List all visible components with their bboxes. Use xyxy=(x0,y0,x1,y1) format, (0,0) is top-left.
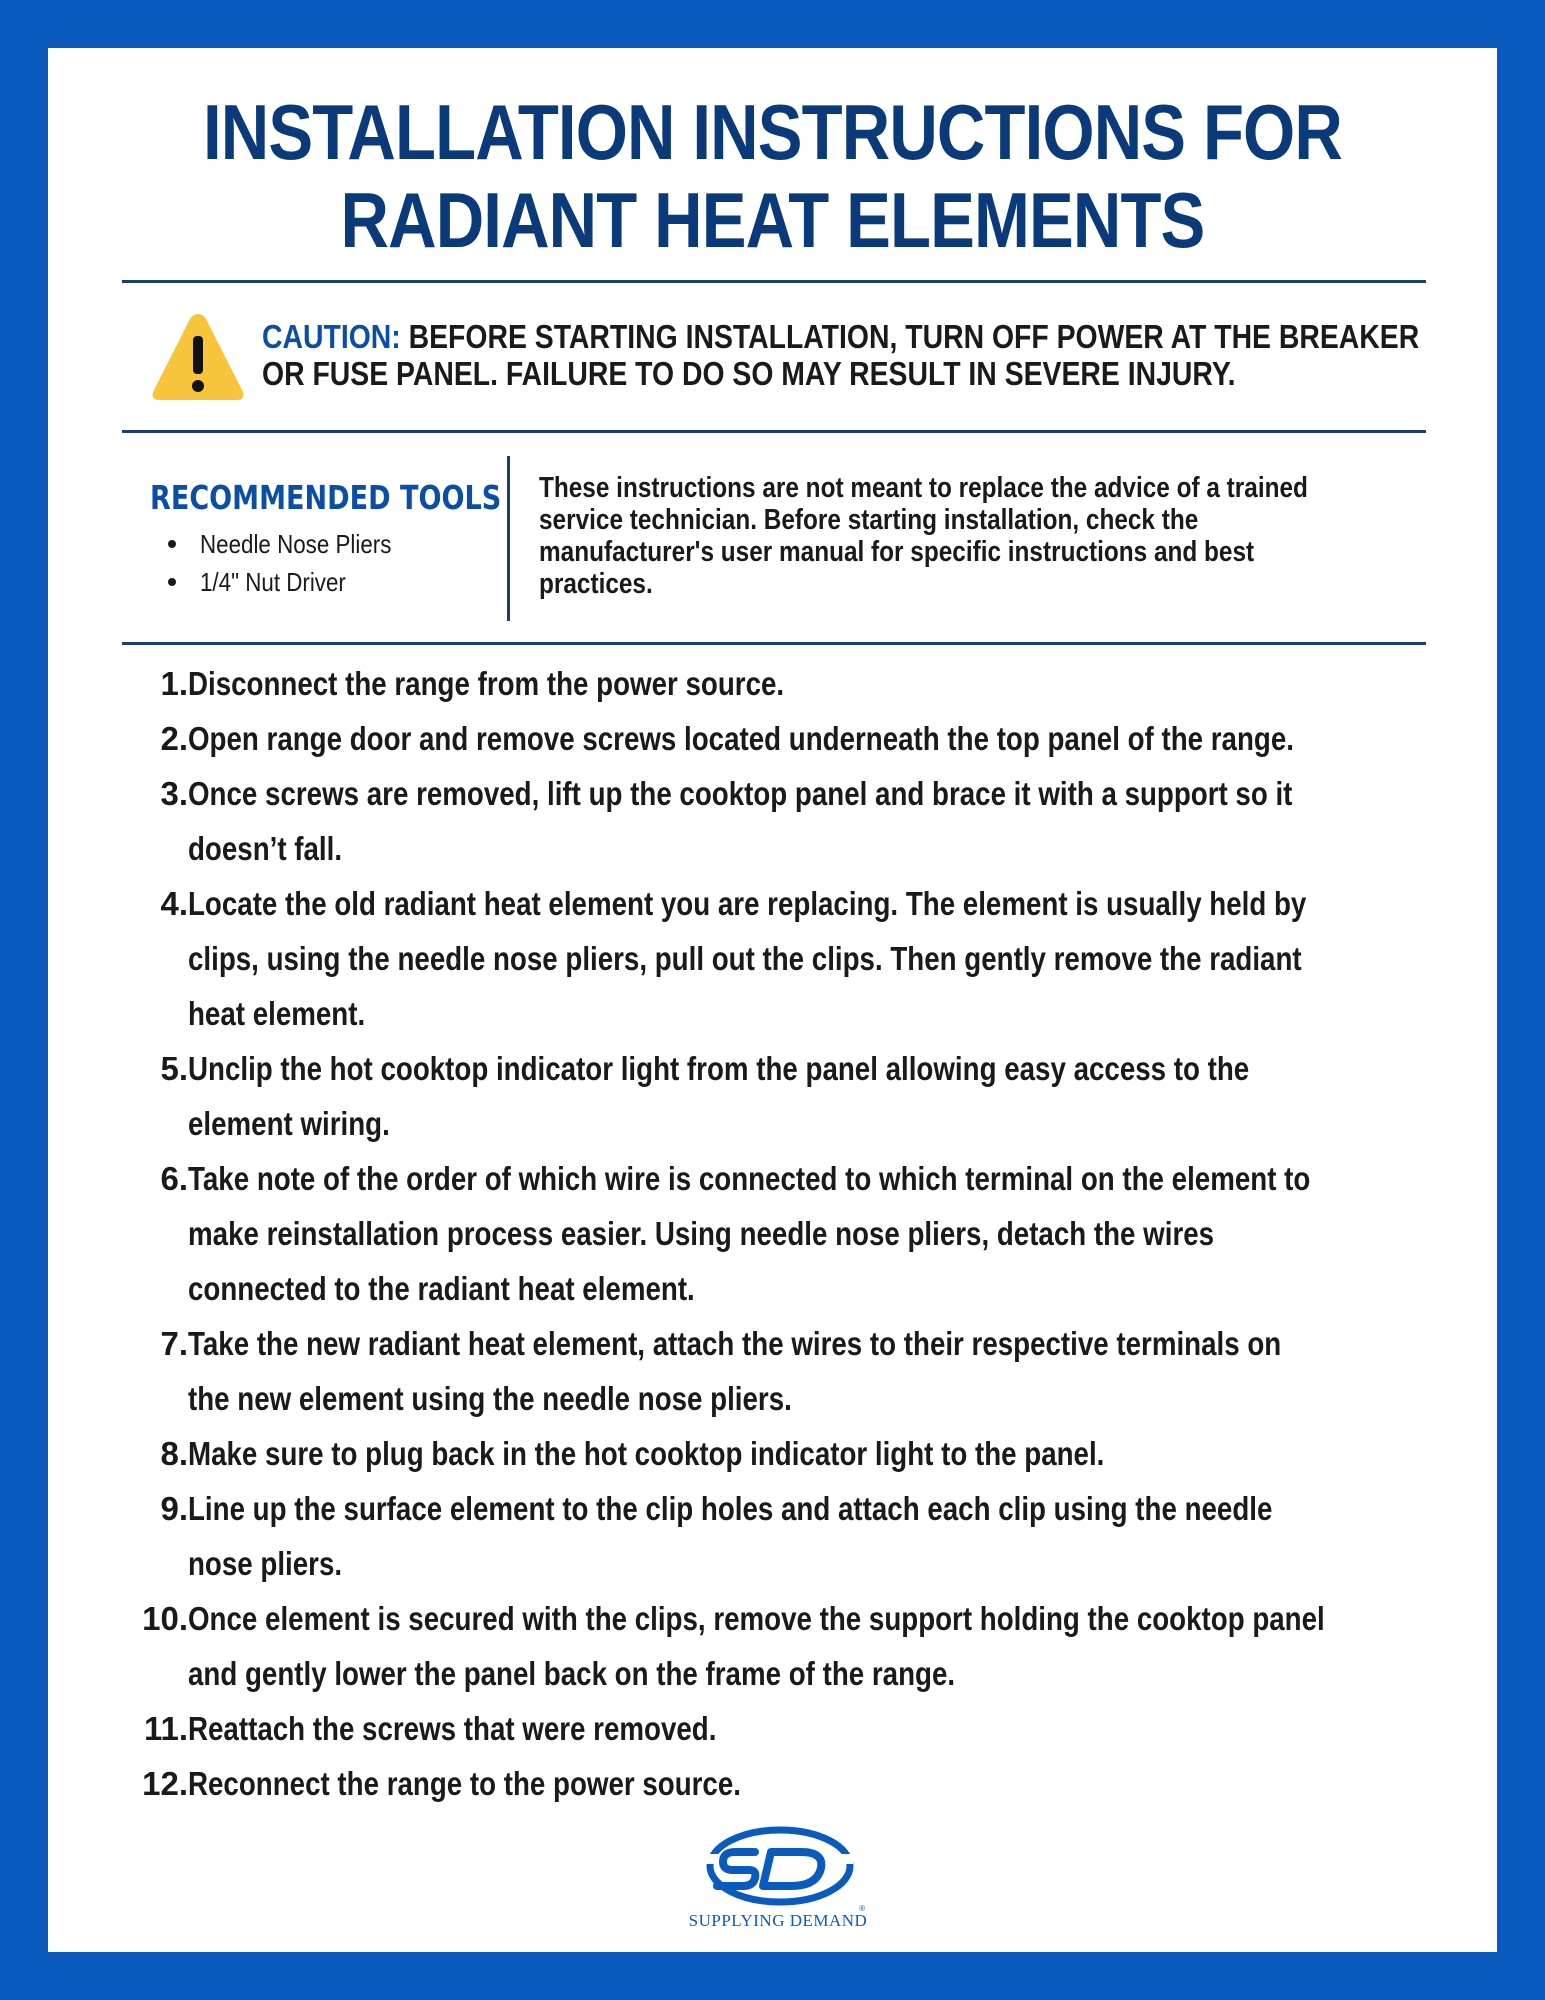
step-number: 10. xyxy=(142,1600,188,1637)
divider-top xyxy=(122,280,1426,283)
disclaimer-text: These instructions are not meant to replace the advice of a trained service technician. Before starting installation, check the manufacturer's user manual for specific instructions and best practices. xyxy=(539,472,1308,600)
step-line: Disconnect the range from the power source. xyxy=(188,665,785,702)
tool-item: Needle Nose Pliers xyxy=(150,525,490,563)
title-line-2: RADIANT HEAT ELEMENTS xyxy=(340,176,1205,264)
step-text xyxy=(188,1041,1440,1151)
step-text xyxy=(188,1756,1440,1811)
bullet-icon xyxy=(168,578,176,586)
step-number: 2. xyxy=(160,720,188,757)
tools-list xyxy=(150,525,490,601)
step-number: 11. xyxy=(143,1710,188,1747)
step-line: Open range door and remove screws located underneath the top panel of the range. xyxy=(188,720,1294,757)
step-number: 7. xyxy=(160,1325,188,1362)
step-number: 6. xyxy=(160,1160,188,1197)
step-number: 5. xyxy=(160,1050,188,1087)
page-title xyxy=(149,88,1395,264)
step-item xyxy=(138,1756,1478,1811)
step-item xyxy=(138,1316,1478,1426)
step-number: 4. xyxy=(160,885,188,922)
step-text xyxy=(188,656,1440,711)
step-line: connected to the radiant heat element. xyxy=(188,1270,695,1307)
step-line: Once screws are removed, lift up the cooktop panel and brace it with a support so it xyxy=(188,775,1293,812)
tools-heading: RECOMMENDED TOOLS xyxy=(150,478,502,517)
step-item xyxy=(138,1481,1478,1591)
step-item xyxy=(138,1701,1478,1756)
divider-steps xyxy=(122,642,1426,645)
step-line: Once element is secured with the clips, remove the support holding the cooktop panel xyxy=(188,1600,1325,1637)
tool-item: 1/4" Nut Driver xyxy=(150,563,490,601)
step-number: 12. xyxy=(142,1765,188,1802)
recommended-tools xyxy=(150,478,502,601)
steps-list xyxy=(138,656,1478,1811)
step-text xyxy=(188,1591,1440,1701)
warning-triangle-icon xyxy=(150,310,246,404)
logo-name: SUPPLYING DEMAND xyxy=(688,1911,868,1930)
caution-text xyxy=(262,318,1420,392)
caution-notice xyxy=(150,310,1440,440)
step-line: Reconnect the range to the power source. xyxy=(188,1765,741,1802)
step-item xyxy=(138,1041,1478,1151)
step-item xyxy=(138,711,1478,766)
step-number: 3. xyxy=(160,775,188,812)
step-line: Unclip the hot cooktop indicator light from the panel allowing easy access to the xyxy=(188,1050,1250,1087)
step-line: Locate the old radiant heat element you are replacing. The element is usually held by xyxy=(188,885,1307,922)
step-line: nose pliers. xyxy=(188,1545,343,1582)
step-text xyxy=(188,876,1440,1041)
supplying-demand-logo xyxy=(683,1818,873,1938)
divider-caution xyxy=(122,430,1426,433)
step-text xyxy=(188,766,1440,876)
caution-line-2: OR FUSE PANEL. FAILURE TO DO SO MAY RESULT IN SEVERE INJURY. xyxy=(262,355,1236,392)
step-text xyxy=(188,1701,1440,1756)
step-item xyxy=(138,1591,1478,1701)
step-line: Make sure to plug back in the hot cooktop indicator light to the panel. xyxy=(188,1435,1105,1472)
title-line-1: INSTALLATION INSTRUCTIONS FOR xyxy=(203,88,1342,176)
step-text xyxy=(188,1316,1440,1426)
step-text xyxy=(188,1426,1440,1481)
step-text xyxy=(188,711,1440,766)
step-line: the new element using the needle nose pliers. xyxy=(188,1380,792,1417)
instruction-sheet xyxy=(48,48,1497,1952)
step-line: Take the new radiant heat element, attach the wires to their respective terminals on xyxy=(188,1325,1282,1362)
step-text xyxy=(188,1481,1440,1591)
step-number: 9. xyxy=(160,1490,188,1527)
tools-divider xyxy=(507,456,510,621)
step-line: doesn’t fall. xyxy=(188,830,343,867)
caution-label: CAUTION: xyxy=(262,318,401,355)
step-line: make reinstallation process easier. Using needle nose pliers, detach the wires xyxy=(188,1215,1215,1252)
step-text xyxy=(188,1151,1440,1316)
caution-line-1: BEFORE STARTING INSTALLATION, TURN OFF POWER AT THE BREAKER xyxy=(408,318,1420,355)
step-item xyxy=(138,766,1478,876)
step-item xyxy=(138,1151,1478,1316)
bullet-icon xyxy=(168,540,176,548)
step-item xyxy=(138,876,1478,1041)
step-line: heat element. xyxy=(188,995,366,1032)
step-item xyxy=(138,1426,1478,1481)
step-line: Line up the surface element to the clip holes and attach each clip using the needle xyxy=(188,1490,1273,1527)
step-number: 1. xyxy=(160,665,188,702)
step-line: clips, using the needle nose pliers, pull out the clips. Then gently remove the radiant xyxy=(188,940,1302,977)
step-item xyxy=(138,656,1478,711)
step-number: 8. xyxy=(160,1435,188,1472)
step-line: Reattach the screws that were removed. xyxy=(188,1710,717,1747)
step-line: Take note of the order of which wire is connected to which terminal on the element to xyxy=(188,1160,1311,1197)
registered-mark: ® xyxy=(859,1904,865,1913)
step-line: element wiring. xyxy=(188,1105,390,1142)
sd-logo-icon xyxy=(683,1818,873,1913)
step-line: and gently lower the panel back on the frame of the range. xyxy=(188,1655,956,1692)
